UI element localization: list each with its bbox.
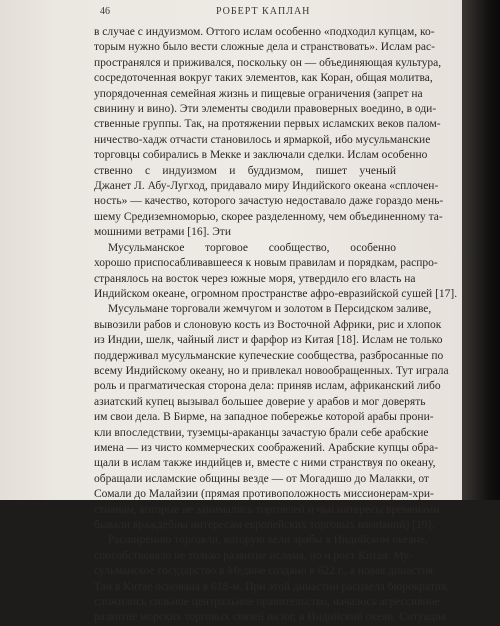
text-line: им свои дела. В Бирме, на западное побережье которой арабы прони- xyxy=(94,411,434,424)
text-line: ничество-хадж отчасти становилось и ярмаркой, ибо мусульманские xyxy=(94,133,431,146)
text-line: Мусульманское торговое сообщество, особенно xyxy=(108,241,396,254)
text-line: азиатский купец вызывал большее доверие у арабов и мог доверять xyxy=(94,395,426,408)
text-line: из Индии, шелк, чайный лист и фарфор из Китая [18]. Ислам не только xyxy=(94,334,443,347)
text-line: имена — из чисто коммерческих соображений. Арабские купцы обра- xyxy=(94,441,439,454)
page-header xyxy=(0,6,462,20)
text-line: всему Индийскому океану, но и привлекал новообращенных. Тут играла xyxy=(94,364,449,377)
text-line: сложилось сильное центральное правительство, началось агрессивное xyxy=(94,596,440,609)
running-head: РОБЕРТ КАПЛАН xyxy=(216,6,311,17)
text-line: ственно с индуизмом и буддизмом, пишет ученый xyxy=(94,164,396,177)
text-line: обращали исламские общины везде — от Могадишо до Малакки, от xyxy=(94,472,429,485)
text-line: в случае с индуизмом. Оттого ислам особенно «подходил купцам, ко- xyxy=(94,26,435,38)
text-line: роль и прагматическая сторона дела: приняв ислам, африканский либо xyxy=(94,380,441,393)
paragraph xyxy=(94,241,458,303)
text-line: кли впоследствии, туземцы-араканцы зачастую брали себе арабские xyxy=(94,426,429,439)
body-text xyxy=(94,25,458,626)
text-line: сосредоточенная вокруг таких элементов, как Коран, общая молитва, xyxy=(94,72,433,85)
text-line: бывали враждебны интересам европейских торговых компаний) [19]. xyxy=(94,519,435,531)
text-line: упорядоченная семейная жизнь и пищевые ограничения (запрет на xyxy=(94,87,423,100)
text-line: Сомали до Малайзии (прямая противоположность миссионерам-хри- xyxy=(94,488,434,501)
text-line: поддерживал мусульманские купеческие сообщества, разбросанные по xyxy=(94,349,444,362)
text-line: вывозили рабов и слоновую кость из Восточной Африки, рис и хлопок xyxy=(94,318,442,331)
text-line: Джанет Л. Абу-Лугход, придавало миру Индийского океана «сплочен- xyxy=(94,180,439,193)
page-number: 46 xyxy=(100,6,110,17)
text-line: пространялся и приживался, поскольку он — объединяющая культура, xyxy=(94,56,442,69)
text-line: сульманское государство в Медине создано в 622 г., а новая династия xyxy=(94,565,434,578)
text-line: щали в ислам также индийцев и, вместе с ними странствуя по океану, xyxy=(94,457,436,470)
text-line: развитие морских торговых связей на юг, в Индийский океан. Ситуация xyxy=(94,611,447,624)
paragraph xyxy=(94,302,449,533)
text-line: способствовало не только развитие ислама, но и рост Китая. Му- xyxy=(94,549,413,562)
paragraph xyxy=(94,25,444,241)
book-edge xyxy=(462,0,500,500)
text-line: хорошо приспосабливавшееся к новым правилам и порядкам, распро- xyxy=(94,257,438,270)
text-line: стианам, которые не занимались торговлей и чьи интересы временами xyxy=(94,503,440,516)
text-line: торговцы собирались в Мекке и заключали сделки. Ислам особенно xyxy=(94,149,428,162)
text-line: торым нужно было вести сложные дела и странствовать». Ислам рас- xyxy=(94,41,435,54)
paragraph xyxy=(94,533,450,625)
text-line: Мусульмане торговали жемчугом и золотом в Персидском заливе, xyxy=(108,303,432,316)
text-line: ственные группы. Так, на протяжении первых исламских веков палом- xyxy=(94,118,441,131)
text-line: ность» — качество, которого зачастую недоставало даже гораздо мень- xyxy=(94,195,444,208)
text-line: Расширению торговли, которую вели арабы в Индийском океане, xyxy=(108,534,428,547)
text-line: шему Средиземноморью, скорее разделенному, чем объединенному та- xyxy=(94,210,443,223)
text-line: странялось на восток через южные моря, утвердило его власть на xyxy=(94,272,416,285)
text-line: Индийском океане, огромном пространстве афро-евразийской сушей [17]. xyxy=(94,287,458,300)
text-line: Тан в Китае основана в 618-м. При этой династии расцвела бюрократия, xyxy=(94,580,450,593)
text-line: свинину и вино). Эти элементы сводили правоверных воедино, в оди- xyxy=(94,103,437,116)
text-line: мошними ветрами [16]. Эти xyxy=(94,226,231,239)
